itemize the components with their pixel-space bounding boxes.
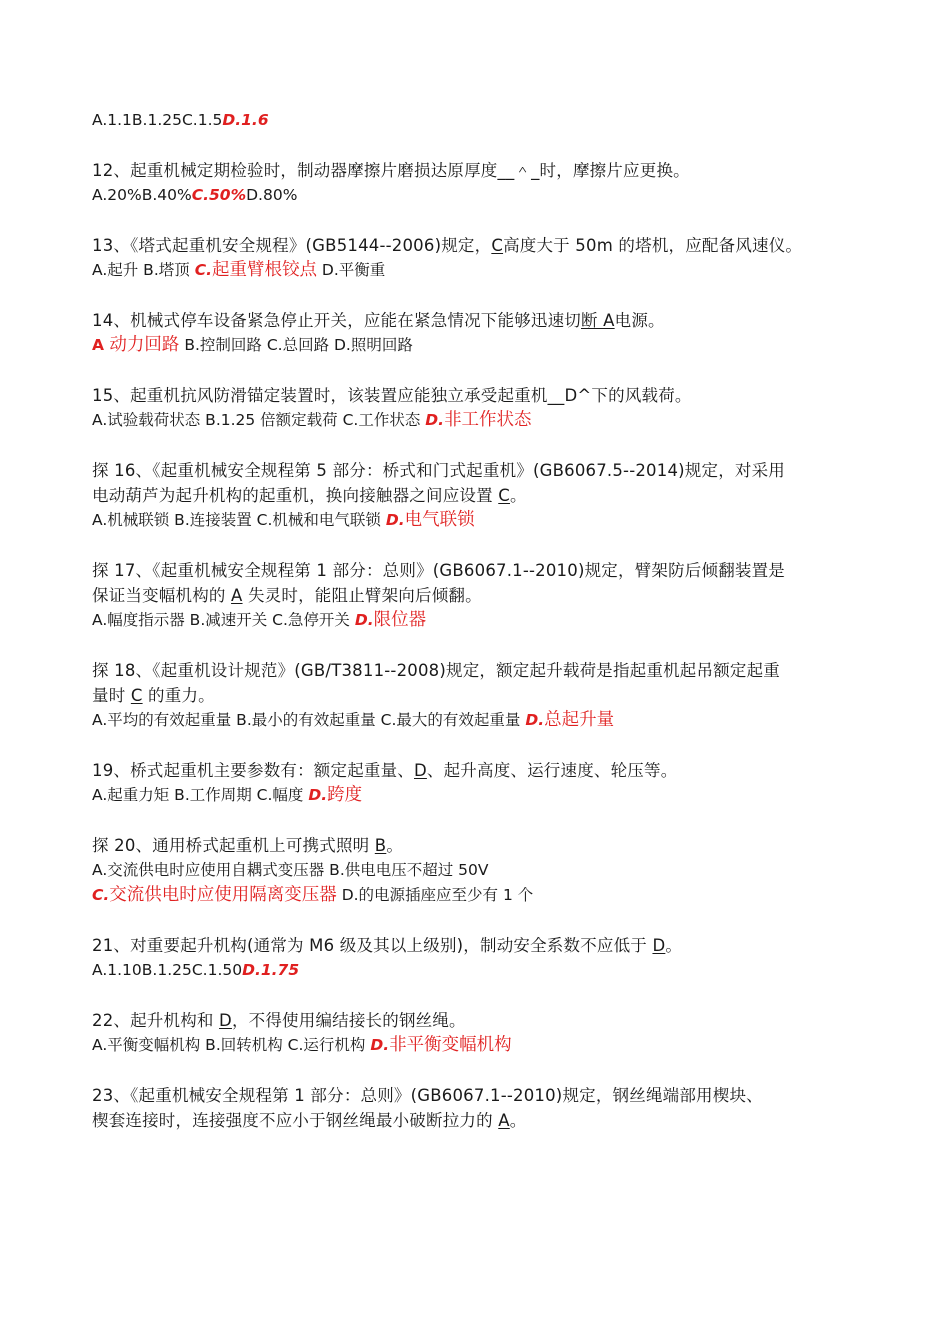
- q13-option-tail: D.平衡重: [316, 261, 386, 279]
- q14-blank: 断 A: [581, 311, 615, 330]
- q15-option-text: A.试验载荷状态 B.1.25 倍额定载荷 C.工作状态: [92, 411, 426, 429]
- q22-stem: [92, 1008, 882, 1033]
- q17-answer-text: 限位器: [373, 610, 427, 630]
- q18-stem-line2: [92, 683, 882, 708]
- q22-option-text: A.平衡变幅机构 B.回转机构 C.运行机构: [92, 1036, 371, 1054]
- q13-option-text: A.起升 B.塔顶: [92, 261, 195, 279]
- q17-options: [92, 608, 882, 633]
- q16-stem-line2: [92, 483, 882, 508]
- q13-stem-text: 13、《塔式起重机安全规程》(GB5144--2006)规定，: [92, 236, 492, 255]
- q14-stem-tail: 电源。: [614, 311, 665, 330]
- q21-option-text: A.1.10B.1.25C.1.50: [92, 961, 243, 979]
- q13-answer-letter: C.: [194, 261, 212, 279]
- q22-answer-text: 非平衡变幅机构: [389, 1035, 512, 1055]
- q19-answer-text: 跨度: [327, 785, 363, 805]
- q21-stem: [92, 933, 882, 958]
- q12-option-tail: D.80%: [246, 186, 298, 204]
- q14-stem-text: 14、机械式停车设备紧急停止开关，应能在紧急情况下能够迅速切: [92, 311, 581, 330]
- q11-answer: D.1.6: [222, 111, 269, 129]
- q20-answer-text: 交流供电时应使用隔离变压器: [109, 885, 337, 905]
- q15-stem: 15、起重机抗风防滑锚定装置时，该装置应能独立承受起重机__D^下的风载荷。: [92, 386, 692, 405]
- q17-answer-letter: D.: [354, 611, 374, 629]
- q23-stem-line2: [92, 1108, 882, 1133]
- q18-option-text: A.平均的有效起重量 B.最小的有效起重量 C.最大的有效起重量: [92, 711, 526, 729]
- q14-option-tail: B.控制回路 C.总回路 D.照明回路: [179, 336, 413, 354]
- q19-option-text: A.起重力矩 B.工作周期 C.幅度: [92, 786, 309, 804]
- q15-answer-letter: D.: [425, 411, 445, 429]
- document-page: [92, 108, 882, 1133]
- q17-stem-line1: 探 17、《起重机械安全规程第 1 部分：总则》(GB6067.1--2010)规定，臂架防后倾翻装置是: [92, 561, 785, 580]
- q20-answer-letter: C.: [92, 886, 110, 904]
- q22-answer-letter: D.: [370, 1036, 390, 1054]
- q14-answer-text: 动力回路: [109, 335, 180, 355]
- q16-stem-line1: 探 16、《起重机械安全规程第 5 部分：桥式和门式起重机》(GB6067.5--2014)规定，对采用: [92, 461, 785, 480]
- q23-stem-text: 楔套连接时，连接强度不应小于钢丝绳最小破断拉力的: [92, 1111, 499, 1130]
- q22-options: [92, 1033, 882, 1058]
- q16-option-text: A.机械联锁 B.连接装置 C.机械和电气联锁: [92, 511, 386, 529]
- q19-stem: [92, 758, 882, 783]
- q12-options: [92, 183, 882, 208]
- q17-stem-text: 保证当变幅机构的: [92, 586, 232, 605]
- q21-answer: D.1.75: [242, 961, 300, 979]
- q23-blank: A: [498, 1111, 510, 1130]
- q11-options: [92, 108, 882, 133]
- q11-option-text: A.1.1B.1.25C.1.5: [92, 111, 223, 129]
- q16-stem-text: 电动葫芦为起升机构的起重机，换向接触器之间应设置: [92, 486, 499, 505]
- q21-blank: D: [652, 936, 666, 955]
- q19-options: [92, 783, 882, 808]
- q21-options: [92, 958, 882, 983]
- q17-stem-tail: 失灵时，能阻止臂架向后倾翻。: [242, 586, 482, 605]
- q20-options-line2: [92, 883, 882, 908]
- q21-stem-text: 21、对重要起升机构(通常为 M6 级及其以上级别)，制动安全系数不应低于: [92, 936, 653, 955]
- q23-stem-tail: 。: [509, 1111, 527, 1130]
- q18-answer-text: 总起升量: [544, 710, 615, 730]
- q20-blank: B: [374, 836, 387, 855]
- q22-blank: D: [219, 1011, 232, 1030]
- q19-stem-tail: 、起升高度、运行速度、轮压等。: [426, 761, 678, 780]
- q14-answer-letter: A: [92, 336, 110, 354]
- q20-option-tail: D.的电源插座应至少有 1 个: [336, 886, 534, 904]
- q15-options: [92, 408, 882, 433]
- q15-answer-text: 非工作状态: [444, 410, 532, 430]
- q18-stem-text: 量时: [92, 686, 131, 705]
- q16-stem-tail: 。: [509, 486, 527, 505]
- q14-options: [92, 333, 882, 358]
- q23-stem-line1: 23、《起重机械安全规程第 1 部分：总则》(GB6067.1--2010)规定，钢丝绳端部用楔块、: [92, 1086, 763, 1105]
- q13-stem-tail: 高度大于 50m 的塔机，应配备风速仪。: [503, 236, 803, 255]
- q18-stem-line1: 探 18、《起重机设计规范》(GB/T3811--2008)规定，额定起升载荷是指起重机起吊额定起重: [92, 661, 780, 680]
- q19-blank: D: [414, 761, 427, 780]
- q13-blank: C: [491, 236, 504, 255]
- q18-blank: C: [130, 686, 143, 705]
- q16-answer-text: 电气联锁: [404, 510, 475, 530]
- q13-answer-text: 起重臂根铰点: [211, 260, 317, 280]
- q12-answer: C.50%: [191, 186, 247, 204]
- q17-stem-line2: [92, 583, 882, 608]
- q18-answer-letter: D.: [525, 711, 545, 729]
- q20-stem: [92, 833, 882, 858]
- q22-stem-tail: ，不得使用编结接长的钢丝绳。: [231, 1011, 466, 1030]
- q13-options: [92, 258, 882, 283]
- q19-answer-letter: D.: [308, 786, 328, 804]
- q16-blank: C: [498, 486, 510, 505]
- q16-options: [92, 508, 882, 533]
- q12-stem: 12、起重机械定期检验时，制动器摩擦片磨损达原厚度__＾_时，摩擦片应更换。: [92, 161, 690, 180]
- q16-answer-letter: D.: [385, 511, 405, 529]
- q22-stem-text: 22、起升机构和: [92, 1011, 220, 1030]
- q21-stem-tail: 。: [665, 936, 683, 955]
- q20-stem-tail: 。: [386, 836, 404, 855]
- q19-stem-text: 19、桥式起重机主要参数有：额定起重量、: [92, 761, 414, 780]
- q17-option-text: A.幅度指示器 B.减速开关 C.急停开关: [92, 611, 355, 629]
- q14-stem: [92, 308, 882, 333]
- q20-options-line1: A.交流供电时应使用自耦式变压器 B.供电电压不超过 50V: [92, 861, 489, 879]
- q13-stem: [92, 233, 882, 258]
- q17-blank: A: [231, 586, 243, 605]
- q12-option-text: A.20%B.40%: [92, 186, 192, 204]
- q18-stem-tail: 的重力。: [142, 686, 215, 705]
- q18-options: [92, 708, 882, 733]
- q20-stem-text: 探 20、通用桥式起重机上可携式照明: [92, 836, 375, 855]
